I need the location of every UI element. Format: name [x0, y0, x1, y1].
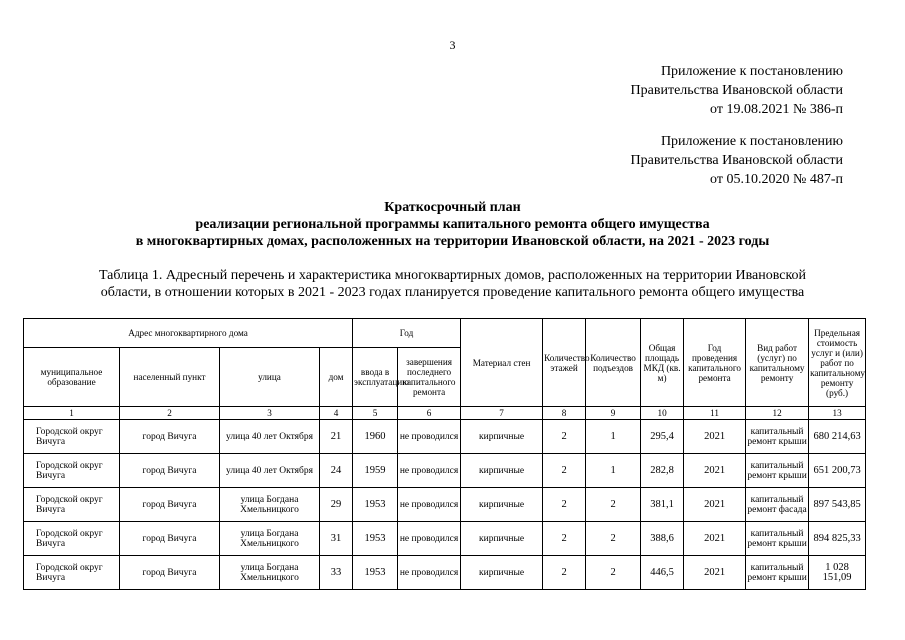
cell-settlement: город Вичуга: [120, 488, 220, 522]
title-line-3: в многоквартирных домах, расположенных на территории Ивановской области, на 2021 - 2023 годы: [135, 234, 770, 249]
cell-area: 446,5: [641, 556, 684, 590]
cell-last-repair: не проводился: [398, 454, 461, 488]
cell-settlement: город Вичуга: [120, 420, 220, 454]
cell-area: 282,8: [641, 454, 684, 488]
column-number: 13: [809, 407, 866, 420]
table-caption: [40, 267, 865, 301]
cell-house: 31: [320, 522, 353, 556]
column-number: 8: [543, 407, 586, 420]
cell-work: капитальный ремонт фасада: [746, 488, 809, 522]
title-line-1: Краткосрочный план: [384, 200, 521, 215]
caption-line-1: Таблица 1. Адресный перечень и характеристика многоквартирных домов, расположенных на территории Ивановской: [98, 268, 807, 283]
table-row: [24, 420, 866, 454]
cell-house: 24: [320, 454, 353, 488]
cell-work: капитальный ремонт крыши: [746, 556, 809, 590]
cell-municipality: Городской округ Вичуга: [24, 454, 120, 488]
cell-entrances: 1: [586, 454, 641, 488]
column-number: 10: [641, 407, 684, 420]
header-wall-material: Материал стен: [461, 319, 543, 407]
cell-last-repair: не проводился: [398, 420, 461, 454]
cell-repair-year: 2021: [684, 454, 746, 488]
cell-municipality: Городской округ Вичуга: [24, 522, 120, 556]
cell-last-repair: не проводился: [398, 488, 461, 522]
cell-repair-year: 2021: [684, 420, 746, 454]
cell-street: улица 40 лет Октября: [220, 420, 320, 454]
header-work-type: Вид работ (услуг) по капитальному ремонту: [746, 319, 809, 407]
header-year-commission: ввода в эксплуатацию: [353, 348, 398, 407]
cell-repair-year: 2021: [684, 522, 746, 556]
header-year-group: Год: [353, 319, 461, 348]
column-number: 1: [24, 407, 120, 420]
cell-floors: 2: [543, 488, 586, 522]
header-entrances: Количество подъездов: [586, 319, 641, 407]
cell-area: 295,4: [641, 420, 684, 454]
cell-material: кирпичные: [461, 522, 543, 556]
cell-area: 381,1: [641, 488, 684, 522]
header-max-cost: Предельная стоимость услуг и (или) работ по капитальному ремонту (руб.): [809, 319, 866, 407]
column-number: 12: [746, 407, 809, 420]
cell-area: 388,6: [641, 522, 684, 556]
appendix-2-line-3: от 05.10.2020 № 487-п: [710, 172, 843, 187]
page-number: 3: [449, 38, 456, 52]
column-number: 11: [684, 407, 746, 420]
cell-year-built: 1960: [353, 420, 398, 454]
appendix-1-line-2: Правительства Ивановской области: [630, 83, 843, 98]
header-planned-year: Год проведения капитального ремонта: [684, 319, 746, 407]
repair-plan-table: [23, 318, 866, 590]
column-number: 5: [353, 407, 398, 420]
cell-cost: 897 543,85: [809, 488, 866, 522]
cell-house: 21: [320, 420, 353, 454]
header-address-group: Адрес многоквартирного дома: [24, 319, 353, 348]
table-row: [24, 454, 866, 488]
cell-floors: 2: [543, 522, 586, 556]
cell-work: капитальный ремонт крыши: [746, 522, 809, 556]
header-floors: Количество этажей: [543, 319, 586, 407]
cell-material: кирпичные: [461, 420, 543, 454]
cell-cost: 651 200,73: [809, 454, 866, 488]
cell-entrances: 2: [586, 522, 641, 556]
column-number: 7: [461, 407, 543, 420]
cell-house: 29: [320, 488, 353, 522]
cell-last-repair: не проводился: [398, 522, 461, 556]
cell-work: капитальный ремонт крыши: [746, 420, 809, 454]
column-number: 9: [586, 407, 641, 420]
cell-repair-year: 2021: [684, 556, 746, 590]
cell-year-built: 1953: [353, 556, 398, 590]
cell-material: кирпичные: [461, 556, 543, 590]
header-row-group: [24, 319, 866, 348]
cell-year-built: 1953: [353, 522, 398, 556]
cell-floors: 2: [543, 454, 586, 488]
header-municipality: муниципальное образование: [24, 348, 120, 407]
cell-cost: 1 028 151,09: [809, 556, 866, 590]
cell-cost: 680 214,63: [809, 420, 866, 454]
cell-municipality: Городской округ Вичуга: [24, 488, 120, 522]
cell-house: 33: [320, 556, 353, 590]
cell-year-built: 1959: [353, 454, 398, 488]
appendix-1-line-3: от 19.08.2021 № 386-п: [710, 102, 843, 117]
cell-street: улица Богдана Хмельницкого: [220, 488, 320, 522]
appendix-1-line-1: Приложение к постановлению: [660, 64, 843, 79]
appendix-2-line-2: Правительства Ивановской области: [630, 153, 843, 168]
column-number: 3: [220, 407, 320, 420]
cell-cost: 894 825,33: [809, 522, 866, 556]
cell-settlement: город Вичуга: [120, 522, 220, 556]
cell-entrances: 2: [586, 556, 641, 590]
cell-work: капитальный ремонт крыши: [746, 454, 809, 488]
header-area: Общая площадь МКД (кв. м): [641, 319, 684, 407]
cell-entrances: 2: [586, 488, 641, 522]
table-row: [24, 522, 866, 556]
cell-repair-year: 2021: [684, 488, 746, 522]
header-settlement: населенный пункт: [120, 348, 220, 407]
header-year-last-repair: завершения последнего капитального ремонта: [398, 348, 461, 407]
cell-street: улица Богдана Хмельницкого: [220, 522, 320, 556]
header-street: улица: [220, 348, 320, 407]
cell-municipality: Городской округ Вичуга: [24, 556, 120, 590]
appendix-note-1: [631, 62, 843, 119]
cell-street: улица Богдана Хмельницкого: [220, 556, 320, 590]
cell-settlement: город Вичуга: [120, 556, 220, 590]
column-number: 4: [320, 407, 353, 420]
column-number: 6: [398, 407, 461, 420]
appendix-note-2: [631, 132, 843, 189]
table-row: [24, 488, 866, 522]
cell-year-built: 1953: [353, 488, 398, 522]
cell-floors: 2: [543, 420, 586, 454]
cell-material: кирпичные: [461, 488, 543, 522]
appendix-2-line-1: Приложение к постановлению: [660, 134, 843, 149]
header-row-numbers: [24, 407, 866, 420]
cell-floors: 2: [543, 556, 586, 590]
cell-last-repair: не проводился: [398, 556, 461, 590]
cell-street: улица 40 лет Октября: [220, 454, 320, 488]
cell-material: кирпичные: [461, 454, 543, 488]
cell-entrances: 1: [586, 420, 641, 454]
document-title: [0, 199, 905, 250]
title-line-2: реализации региональной программы капитального ремонта общего имущества: [195, 217, 710, 232]
cell-settlement: город Вичуга: [120, 454, 220, 488]
cell-municipality: Городской округ Вичуга: [24, 420, 120, 454]
table-row: [24, 556, 866, 590]
header-house: дом: [320, 348, 353, 407]
caption-line-2: области, в отношении которых в 2021 - 2023 годах планируется проведение капитального ремонта общего имущества: [100, 285, 805, 300]
column-number: 2: [120, 407, 220, 420]
